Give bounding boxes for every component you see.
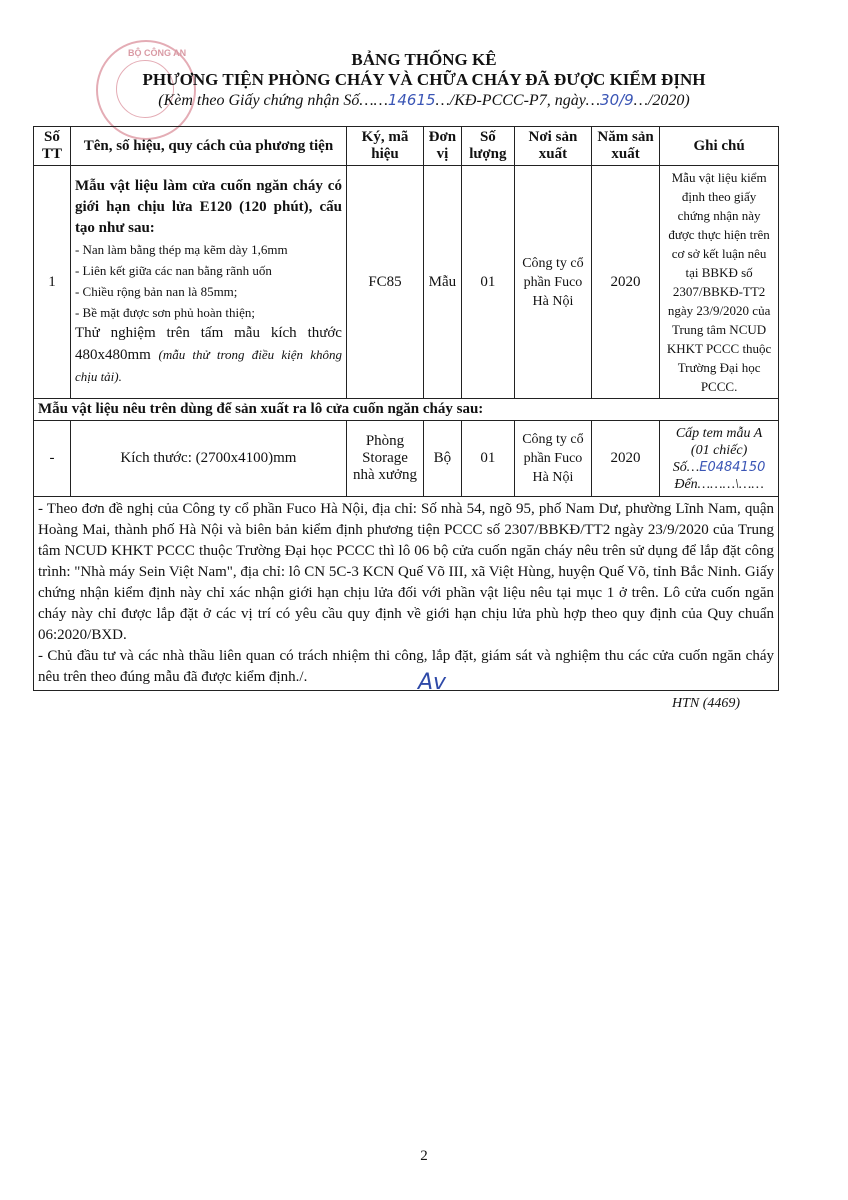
row2-note-so-handwritten: E0484150 (699, 459, 766, 475)
row1-line: - Liên kết giữa các nan bằng rãnh uốn (74, 263, 272, 278)
row1-test-text: Thử nghiệm trên tấm mẫu kích thước 480x480mm (74, 325, 342, 363)
ref-date-handwritten: 30/9 (600, 91, 634, 109)
document-subtitle: PHƯƠNG TIỆN PHÒNG CHÁY VÀ CHỮA CHÁY ĐÃ ĐƯỢC KIỂM ĐỊNH (142, 70, 706, 89)
row2-stt: - (34, 421, 71, 497)
table-row (34, 421, 779, 497)
header-qty: Số lượng (461, 127, 514, 166)
row1-test (75, 323, 342, 388)
row2-year: 2020 (591, 421, 659, 497)
header-stt: Số TT (34, 127, 71, 166)
row2-note-line1: Cấp tem mẫu A (675, 425, 763, 441)
row2-note-so: Số…E0484150 (672, 459, 766, 475)
row1-desc-bold: Mẫu vật liệu làm cửa cuốn ngăn cháy có giới hạn chịu lửa E120 (120 phút), cấu tạo như sau: (74, 178, 342, 236)
row1-test-note: (mẫu thử trong điều kiện không chịu tải). (74, 347, 342, 384)
header-model: Ký, mã hiệu (346, 127, 423, 166)
row1-stt: 1 (34, 166, 71, 399)
row1-model: FC85 (346, 166, 423, 399)
section-title-row (34, 399, 779, 421)
header-note: Ghi chú (660, 127, 779, 166)
certificate-reference: (Kèm theo Giấy chứng nhận Số……14615…/KĐ-PCCC-P7, ngày…30/9…/2020) (158, 91, 690, 109)
table-row (34, 166, 779, 399)
ref-suffix: /2020) (647, 92, 690, 109)
row1-line: - Bề mặt được sơn phủ hoàn thiện; (74, 305, 255, 320)
row1-maker: Công ty cổ phần Fuco Hà Nội (514, 166, 591, 399)
final-para-1: - Theo đơn đề nghị của Công ty cổ phần Fuco Hà Nội, địa chỉ: Số nhà 54, ngõ 95, phố Nam Dư, phường Lĩnh Nam, quận Hoàng Mai, thành phố Hà Nội và biên bản kiểm định phương tiện PCCC số 2307/BBKĐ/TT2 ngày 23/9/2020 của Trung tâm NCUD KHKT PCCC thuộc Trường Đại học PCCC thì lô 06 bộ cửa cuốn ngăn cháy nêu trên sử dụng để lắp đặt công trình: "Nhà máy Sein Việt Nam", địa chỉ: lô CN 5C-3 KCN Quế Võ III, xã Việt Hùng, huyện Quế Võ, tỉnh Bắc Ninh. Giấy chứng nhận kiểm định này chỉ xác nhận giới hạn chịu lửa đối với phần vật liệu nêu tại mục 1 ở trên. Lô cửa cuốn ngăn cháy này chỉ được lắp đặt ở các vị trí có yêu cầu quy định về giới hạn chịu lửa phù hợp theo quy định của Quy chuẩn 06:2020/BXD. (38, 501, 774, 643)
document-reference-code: HTN (4469) (672, 696, 741, 711)
row2-description: Kích thước: (2700x4100)mm (70, 421, 346, 497)
header-unit: Đơn vị (424, 127, 462, 166)
handwritten-initials: Av (418, 670, 447, 695)
row2-note-so-label: Số (672, 459, 687, 475)
row2-unit: Bộ (424, 421, 462, 497)
row1-qty: 01 (461, 166, 514, 399)
row2-note (660, 421, 779, 497)
row1-line: - Nan làm bằng thép mạ kẽm dày 1,6mm (74, 242, 288, 257)
row1-description (70, 166, 346, 399)
header-name: Tên, số hiệu, quy cách của phương tiện (70, 127, 346, 166)
row1-line: - Chiều rộng bản nan là 85mm; (74, 284, 238, 299)
ref-prefix: (Kèm theo Giấy chứng nhận Số (158, 92, 360, 109)
table-header-row (34, 127, 779, 166)
stamp-text: BỘ CÔNG AN (128, 48, 187, 58)
row1-year: 2020 (591, 166, 659, 399)
row2-model: Phòng Storage nhà xưởng (346, 421, 423, 497)
document-header (0, 50, 848, 111)
final-notes-row (34, 497, 779, 691)
header-maker: Nơi sản xuất (514, 127, 591, 166)
row1-unit: Mẫu (424, 166, 462, 399)
final-notes (34, 497, 779, 691)
inspection-table (33, 126, 779, 691)
row2-note-den: Đến………\…… (674, 476, 764, 492)
section-title: Mẫu vật liệu nêu trên dùng để sản xuất ra lô cửa cuốn ngăn cháy sau: (34, 399, 779, 421)
row2-qty: 01 (461, 421, 514, 497)
row2-maker: Công ty cổ phần Fuco Hà Nội (514, 421, 591, 497)
row1-note: Mẫu vật liệu kiểm định theo giấy chứng nhận này được thực hiện trên cơ sở kết luận nêu tại BBKĐ số 2307/BBKĐ-TT2 ngày 23/9/2020 của Trung tâm NCUD KHKT PCCC thuộc Trường Đại học PCCC. (660, 166, 779, 399)
ref-middle: /KĐ-PCCC-P7, ngày (449, 92, 586, 109)
document-title: BẢNG THỐNG KÊ (351, 50, 497, 69)
page-number: 2 (420, 1148, 428, 1164)
ref-number-handwritten: 14615 (387, 91, 436, 109)
final-para-2: - Chủ đầu tư và các nhà thầu liên quan có trách nhiệm thi công, lắp đặt, giám sát và nghiệm thu các cửa cuốn ngăn cháy nêu trên theo đúng mẫu đã được kiểm định./. (38, 648, 774, 685)
header-year: Năm sản xuất (591, 127, 659, 166)
row2-note-line2: (01 chiếc) (690, 442, 748, 458)
